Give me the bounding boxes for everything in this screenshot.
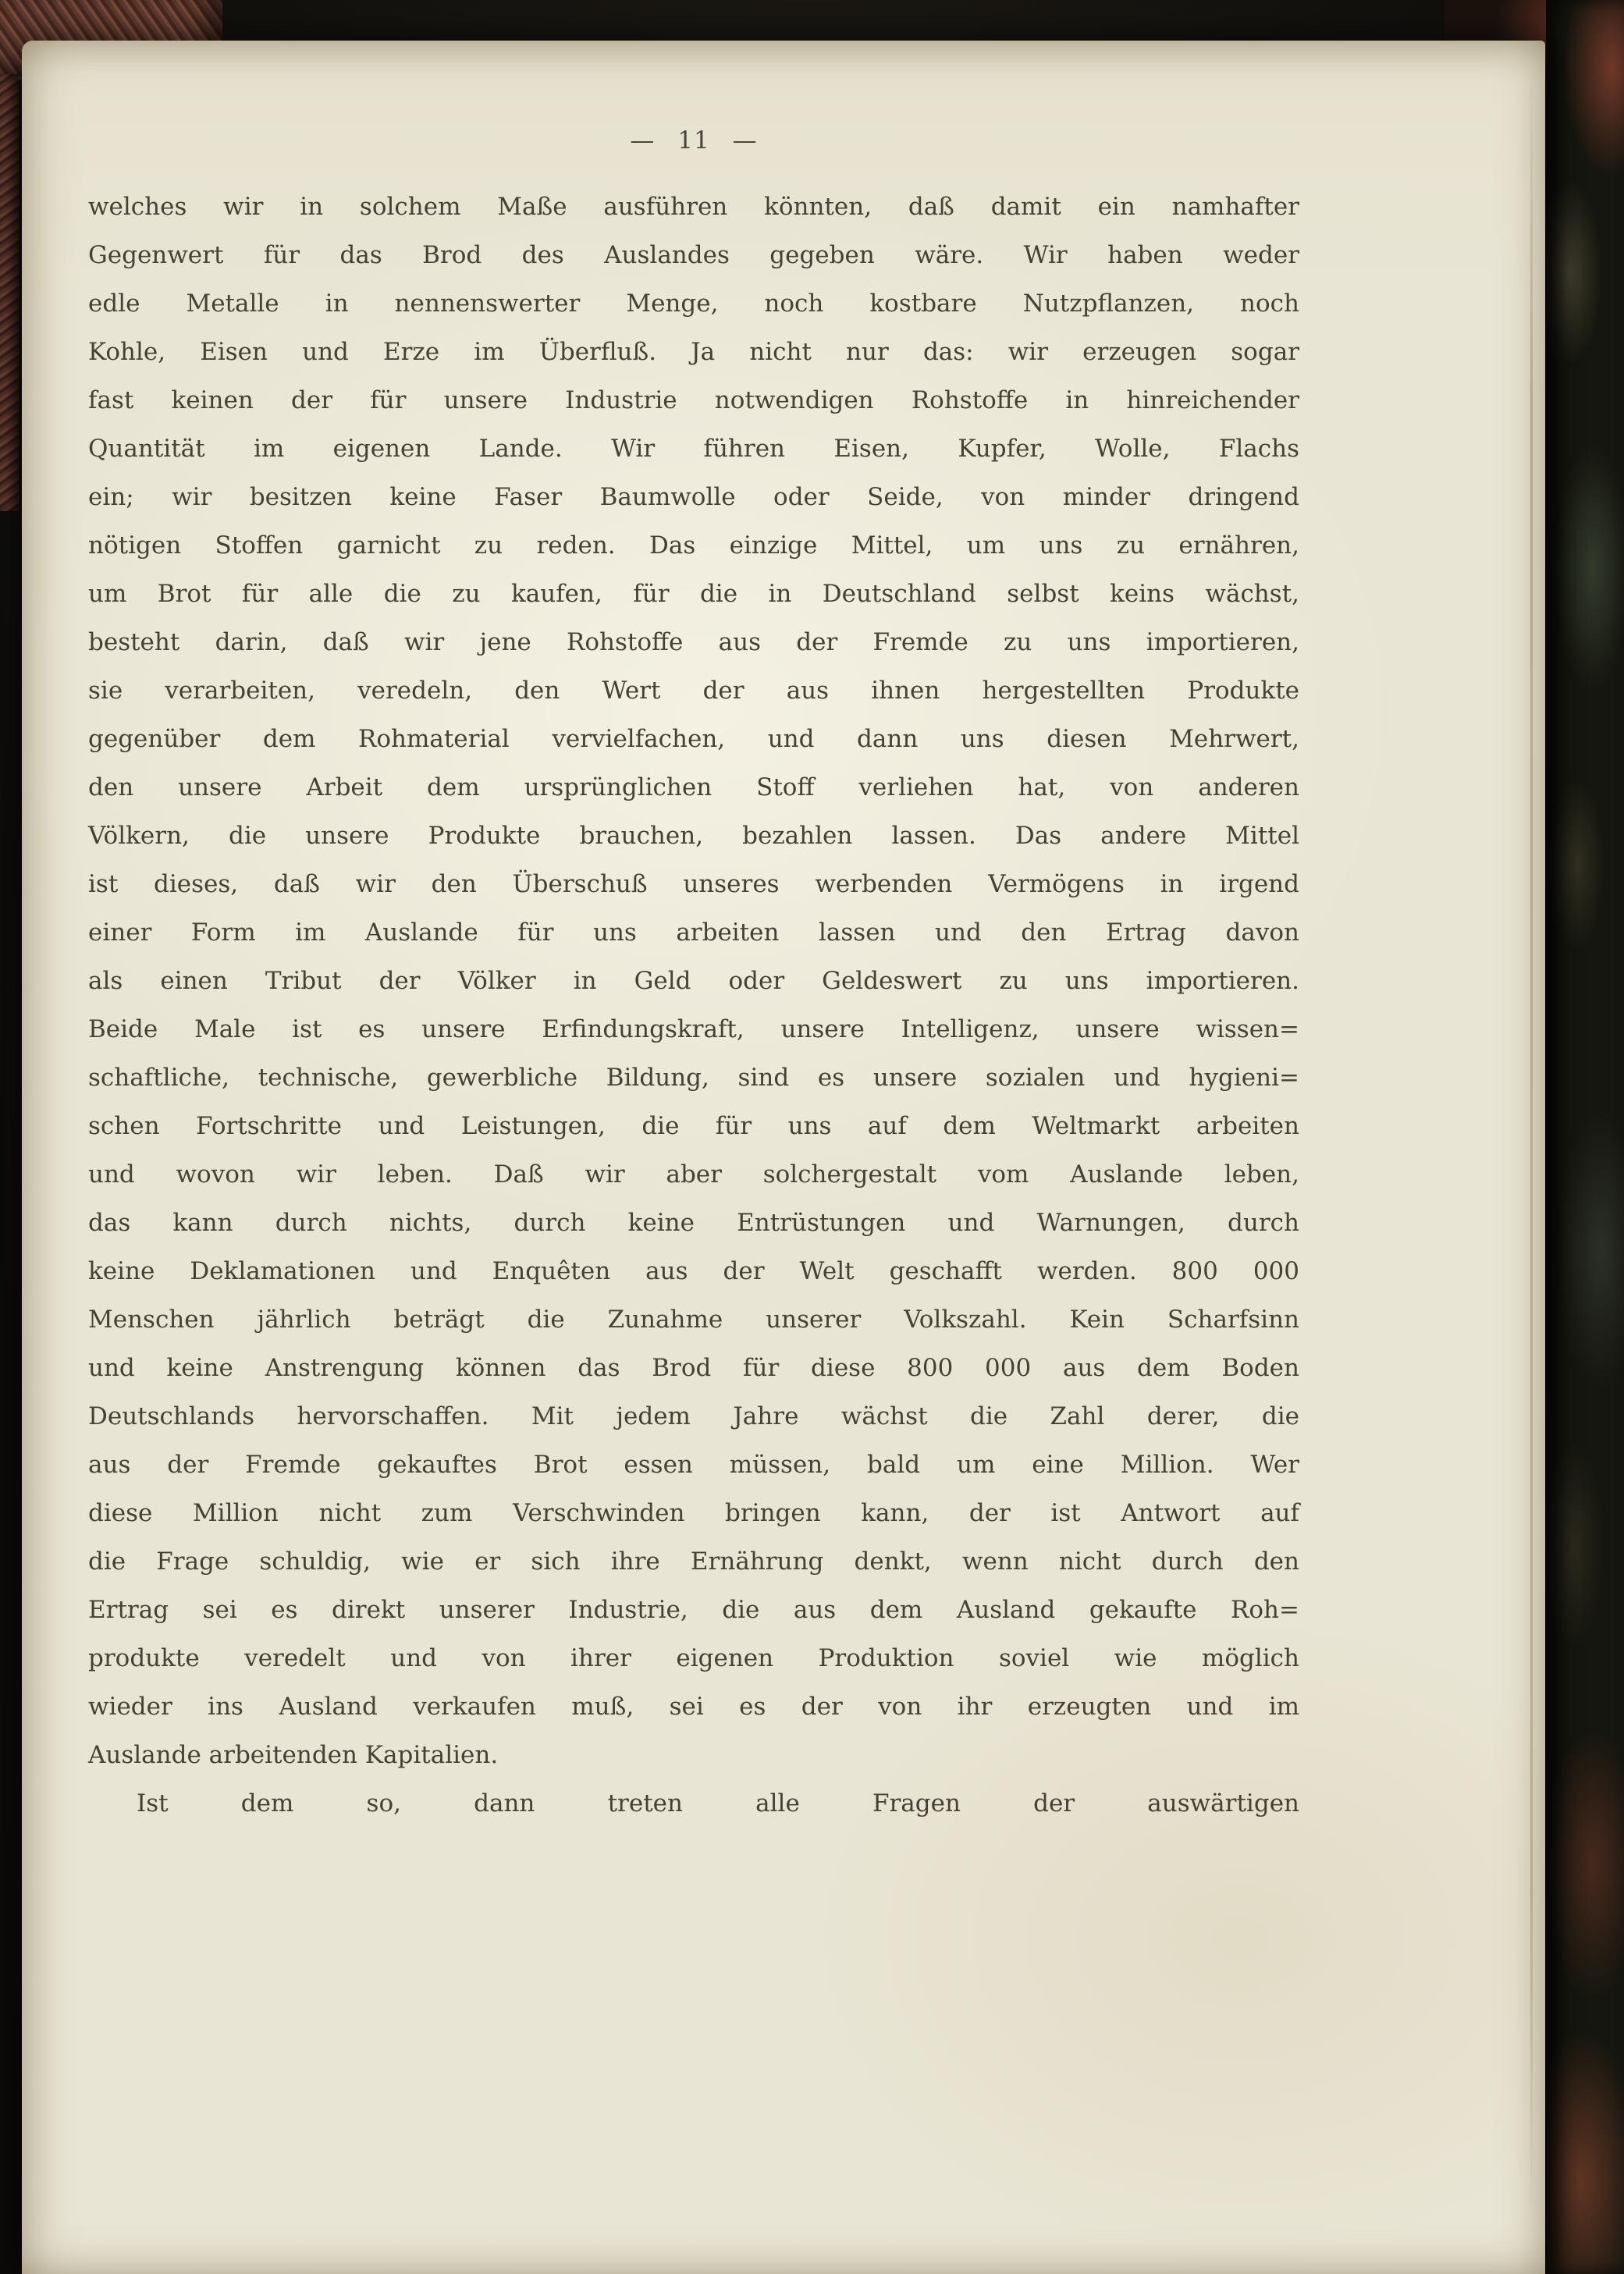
book-cover-left-edge bbox=[0, 74, 19, 511]
book-page-paper bbox=[22, 41, 1545, 2274]
text-line: den unsere Arbeit dem ursprünglichen Stoff verliehen hat, von anderen bbox=[88, 773, 1299, 801]
text-line-new-paragraph: Ist dem so, dann treten alle Fragen der auswärtigen bbox=[137, 1789, 1299, 1817]
text-line: einer Form im Auslande für uns arbeiten lassen und den Ertrag davon bbox=[88, 918, 1299, 947]
text-line: ein; wir besitzen keine Faser Baumwolle oder Seide, von minder dringend bbox=[88, 483, 1299, 511]
text-line: Menschen jährlich beträgt die Zunahme unserer Volkszahl. Kein Scharfsinn bbox=[88, 1306, 1299, 1334]
body-text bbox=[88, 183, 1299, 1828]
text-line: produkte veredelt und von ihrer eigenen Produktion soviel wie möglich bbox=[88, 1644, 1299, 1672]
text-line: ist dieses, daß wir den Überschuß unseres werbenden Vermögens in irgend bbox=[88, 870, 1299, 898]
text-line: keine Deklamationen und Enquêten aus der Welt geschafft werden. 800 000 bbox=[88, 1257, 1299, 1285]
text-line-paragraph-end: Auslande arbeitenden Kapitalien. bbox=[88, 1741, 499, 1769]
text-line: wieder ins Ausland verkaufen muß, sei es der von ihr erzeugten und im bbox=[88, 1693, 1299, 1721]
text-line: Ertrag sei es direkt unserer Industrie, die aus dem Ausland gekaufte Roh= bbox=[88, 1596, 1299, 1624]
text-line: Völkern, die unsere Produkte brauchen, bezahlen lassen. Das andere Mittel bbox=[88, 822, 1299, 850]
book-cover-right-marbled-edge bbox=[1546, 0, 1624, 2274]
text-line: aus der Fremde gekauftes Brot essen müssen, bald um eine Million. Wer bbox=[88, 1451, 1299, 1479]
text-line: das kann durch nichts, durch keine Entrüstungen und Warnungen, durch bbox=[88, 1209, 1299, 1237]
text-line: als einen Tribut der Völker in Geld oder Geldeswert zu uns importieren. bbox=[88, 967, 1299, 995]
text-line: Kohle, Eisen und Erze im Überfluß. Ja nicht nur das: wir erzeugen sogar bbox=[88, 338, 1299, 366]
text-line: Beide Male ist es unsere Erfindungskraft, unsere Intelligenz, unsere wissen= bbox=[88, 1015, 1299, 1043]
text-line: gegenüber dem Rohmaterial vervielfachen, und dann uns diesen Mehrwert, bbox=[88, 725, 1299, 753]
text-line: und wovon wir leben. Daß wir aber solchergestalt vom Auslande leben, bbox=[88, 1160, 1299, 1189]
text-line: nötigen Stoffen garnicht zu reden. Das einzige Mittel, um uns zu ernähren, bbox=[88, 531, 1299, 560]
page-content bbox=[88, 41, 1299, 1828]
text-line: diese Million nicht zum Verschwinden bringen kann, der ist Antwort auf bbox=[88, 1499, 1299, 1527]
text-line: schaftliche, technische, gewerbliche Bildung, sind es unsere sozialen und hygieni= bbox=[88, 1064, 1299, 1092]
text-line: um Brot für alle die zu kaufen, für die in Deutschland selbst keins wächst, bbox=[88, 580, 1299, 608]
text-line: Quantität im eigenen Lande. Wir führen Eisen, Kupfer, Wolle, Flachs bbox=[88, 435, 1299, 463]
text-line: Deutschlands hervorschaffen. Mit jedem Jahre wächst die Zahl derer, die bbox=[88, 1402, 1299, 1430]
text-line: besteht darin, daß wir jene Rohstoffe aus der Fremde zu uns importieren, bbox=[88, 628, 1299, 656]
text-line: sie verarbeiten, veredeln, den Wert der aus ihnen hergestellten Produkte bbox=[88, 677, 1299, 705]
text-line: welches wir in solchem Maße ausführen könnten, daß damit ein namhafter bbox=[88, 193, 1299, 221]
page-number: — 11 — bbox=[630, 126, 758, 155]
text-line: schen Fortschritte und Leistungen, die für uns auf dem Weltmarkt arbeiten bbox=[88, 1112, 1299, 1140]
text-line: Gegenwert für das Brod des Auslandes gegeben wäre. Wir haben weder bbox=[88, 241, 1299, 269]
text-line: und keine Anstrengung können das Brod für diese 800 000 aus dem Boden bbox=[88, 1354, 1299, 1382]
text-line: die Frage schuldig, wie er sich ihre Ernährung denkt, wenn nicht durch den bbox=[88, 1547, 1299, 1576]
text-line: edle Metalle in nennenswerter Menge, noch kostbare Nutzpflanzen, noch bbox=[88, 290, 1299, 318]
text-line: fast keinen der für unsere Industrie notwendigen Rohstoffe in hinreichender bbox=[88, 386, 1299, 414]
